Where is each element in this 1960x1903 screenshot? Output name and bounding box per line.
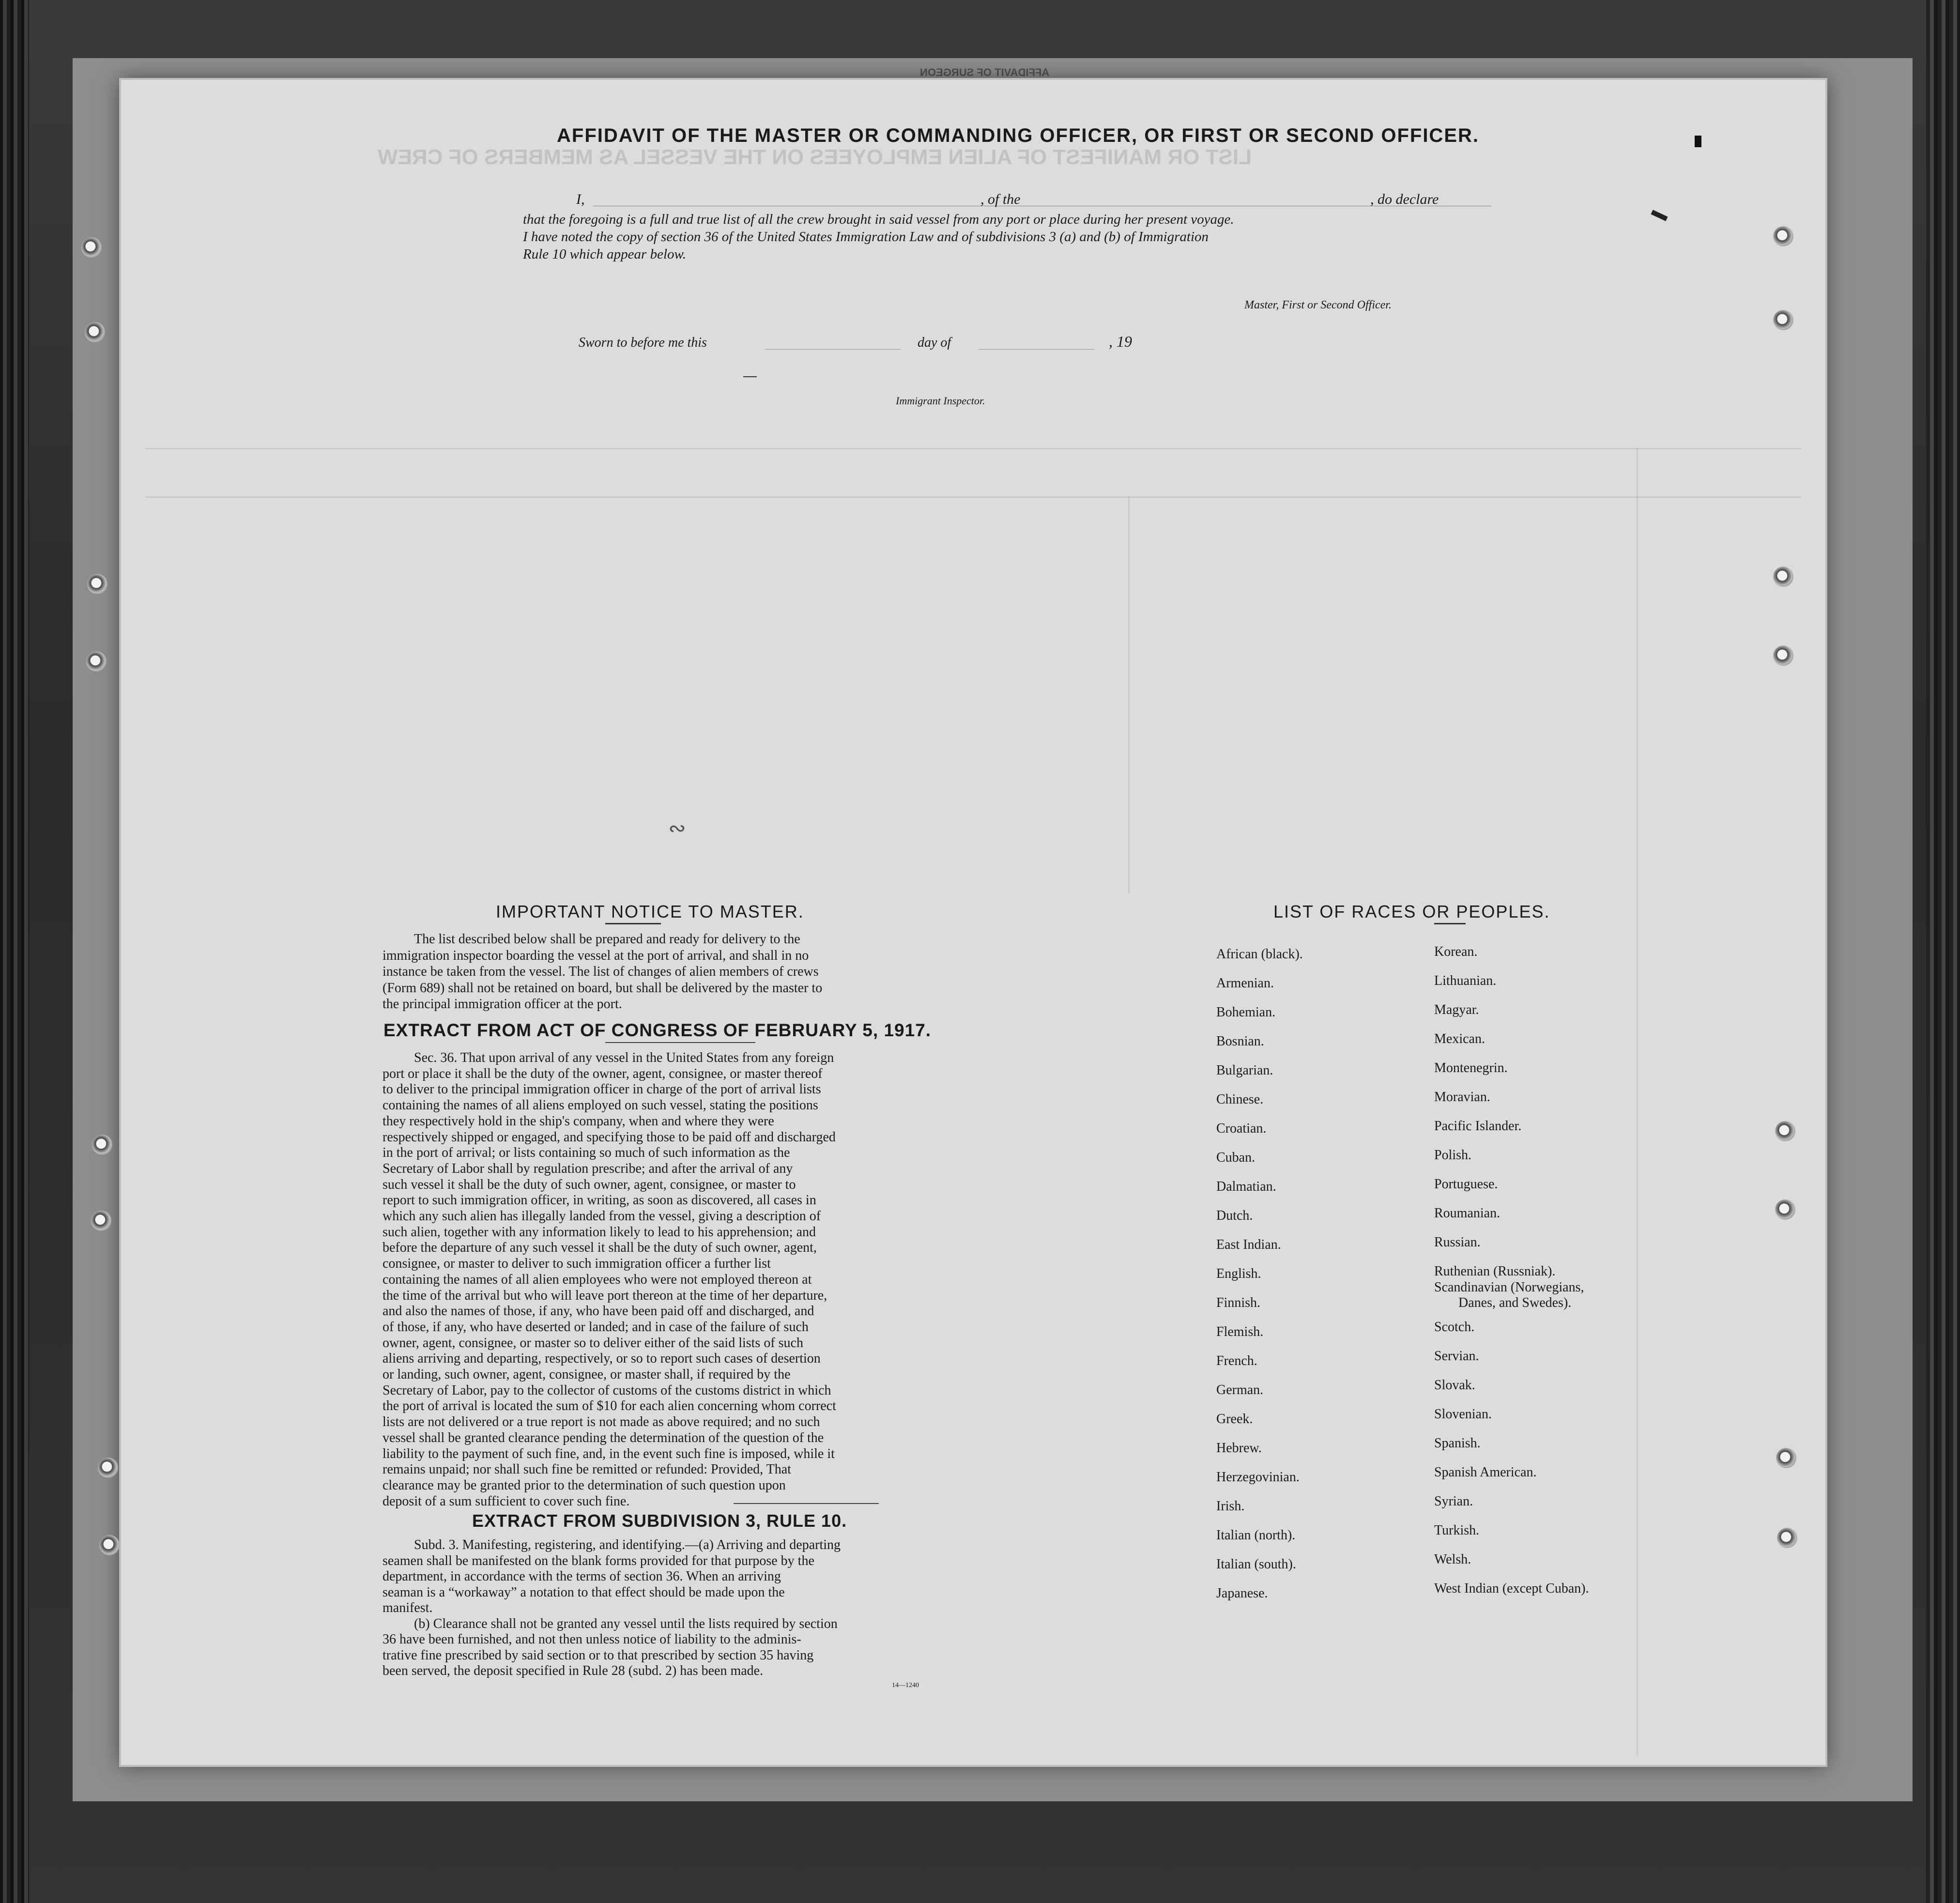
- race-item: Bulgarian.: [1216, 1063, 1273, 1078]
- notice-line: instance be taken from the vessel. The list of changes of alien members of crews: [383, 964, 819, 979]
- section-36-line: deposit of a sum sufficient to cover such fine.: [383, 1493, 630, 1509]
- race-item: French.: [1216, 1353, 1257, 1368]
- section-36-line: or landing, such owner, agent, consignee, or master shall, if required by the: [383, 1367, 791, 1382]
- section-36-line: containing the names of all alien employees who were not employed thereon at: [383, 1272, 812, 1287]
- race-item: Chinese.: [1216, 1092, 1264, 1107]
- section-36-line: owner, agent, consignee, or master so to deliver either of the said lists of such: [383, 1335, 803, 1351]
- act-title-underline: [605, 1042, 755, 1043]
- punch-hole: [1777, 1528, 1797, 1548]
- race-item: Moravian.: [1434, 1090, 1490, 1105]
- race-item: Montenegrin.: [1434, 1060, 1508, 1075]
- race-item: Slovak.: [1434, 1378, 1475, 1393]
- section-36-line: the time of the arrival but who will leave port thereon at the time of her departure,: [383, 1288, 827, 1303]
- race-item: Herzegovinian.: [1216, 1470, 1300, 1485]
- section-36-line: they respectively hold in the ship's company, when and where they were: [383, 1113, 774, 1129]
- punch-hole: [87, 574, 107, 594]
- race-item: Scandinavian (Norwegians,: [1434, 1280, 1584, 1295]
- race-item: Bohemian.: [1216, 1005, 1276, 1020]
- rule-10-line: Subd. 3. Manifesting, registering, and identifying.—(a) Arriving and departing: [414, 1537, 841, 1552]
- race-item: Bosnian.: [1216, 1034, 1264, 1049]
- sworn-day-blank: [765, 349, 901, 350]
- race-item: Magyar.: [1434, 1002, 1479, 1017]
- race-item: Pacific Islander.: [1434, 1119, 1522, 1134]
- section-36-line: clearance may be granted prior to the determination of such question upon: [383, 1477, 786, 1493]
- section-36-line: respectively shipped or engaged, and specifying those to be paid off and discharged: [383, 1129, 836, 1145]
- rule-10-line: manifest.: [383, 1600, 433, 1615]
- rule-10-line: seamen shall be manifested on the blank forms provided for that purpose by the: [383, 1553, 814, 1568]
- binder-edge-left: [0, 0, 29, 1903]
- section-36-line: Sec. 36. That upon arrival of any vessel in the United States from any foreign: [414, 1050, 834, 1065]
- rule-title-overline: [734, 1503, 879, 1504]
- race-item: Dalmatian.: [1216, 1179, 1276, 1194]
- notice-line: (Form 689) shall not be retained on board, but shall be delivered by the master to: [383, 980, 823, 996]
- section-36-line: such vessel it shall be the duty of such owner, agent, consignee, or master to: [383, 1177, 796, 1192]
- rule-extract-title: EXTRACT FROM SUBDIVISION 3, RULE 10.: [472, 1511, 847, 1531]
- punch-hole: [1773, 645, 1793, 666]
- race-item: Welsh.: [1434, 1552, 1471, 1567]
- section-36-line: Secretary of Labor, pay to the collector of customs of the customs district in which: [383, 1382, 831, 1398]
- act-extract-title: EXTRACT FROM ACT OF CONGRESS OF FEBRUARY 5, 1917.: [383, 1020, 932, 1040]
- race-item: Turkish.: [1434, 1523, 1480, 1538]
- punch-hole: [1776, 1448, 1796, 1468]
- section-36-line: of those, if any, who have deserted or landed; and in case of the failure of such: [383, 1319, 809, 1335]
- race-item: Russian.: [1434, 1235, 1481, 1250]
- punch-hole: [99, 1535, 120, 1555]
- punch-hole: [1773, 310, 1793, 330]
- affidavit-title: AFFIDAVIT OF THE MASTER OR COMMANDING OFFICER, OR FIRST OR SECOND OFFICER.: [557, 125, 1479, 146]
- punch-hole: [98, 1458, 118, 1478]
- bleed-through-rule: [145, 496, 1801, 498]
- ink-mark: [1651, 210, 1668, 221]
- punch-hole: [92, 1135, 112, 1155]
- punch-hole: [1773, 567, 1793, 587]
- race-item: Slovenian.: [1434, 1407, 1492, 1422]
- race-item: Korean.: [1434, 944, 1478, 959]
- race-item: Polish.: [1434, 1148, 1472, 1163]
- bleed-through-rule: [1128, 496, 1130, 893]
- race-item: Spanish.: [1434, 1436, 1481, 1451]
- document-page: [121, 66, 1825, 1765]
- race-item: Italian (south).: [1216, 1557, 1296, 1572]
- section-36-line: such alien, together with any information likely to lead to his apprehension; and: [383, 1224, 816, 1240]
- race-item: Irish.: [1216, 1499, 1245, 1514]
- punch-hole: [81, 237, 102, 258]
- race-item: Armenian.: [1216, 976, 1274, 991]
- rule-10-line: trative fine prescribed by said section or to that prescribed by section 35 having: [383, 1647, 814, 1663]
- sworn-label: Sworn to before me this: [579, 335, 707, 350]
- inspector-label: Immigrant Inspector.: [896, 395, 985, 407]
- section-36-line: the port of arrival is located the sum of $10 for each alien concerning whom correct: [383, 1398, 836, 1414]
- punch-hole: [91, 1211, 111, 1231]
- notice-line: the principal immigration officer at the port.: [383, 997, 622, 1012]
- rule-10-paragraph: [383, 1537, 947, 1679]
- punch-hole: [1773, 226, 1793, 246]
- section-36-line: aliens arriving and departing, respectively, or so to report such cases of desertion: [383, 1351, 821, 1366]
- punch-hole: [1775, 1121, 1795, 1141]
- affidavit-line-4: Rule 10 which appear below.: [523, 246, 686, 262]
- bleed-through-rule: [145, 448, 1801, 449]
- rule-10-line: department, in accordance with the terms of section 36. When an arriving: [383, 1569, 781, 1584]
- section-36-line: and also the names of those, if any, who have been paid off and discharged, and: [383, 1304, 814, 1319]
- affidavit-do-declare: , do declare: [1370, 191, 1439, 207]
- signature-mark: [743, 376, 757, 377]
- race-item: Greek.: [1216, 1412, 1253, 1427]
- races-title-underline: [1434, 923, 1466, 924]
- month-blank: [978, 349, 1094, 350]
- section-36-line: lists are not delivered or a true report is not made as above required; and no such: [383, 1414, 820, 1430]
- section-36-line: containing the names of all aliens employed on such vessel, stating the positions: [383, 1098, 818, 1113]
- section-36-line: report to such immigration officer, in writing, as soon as discovered, all cases in: [383, 1193, 816, 1208]
- section-36-paragraph: [383, 1050, 947, 1509]
- race-item: Roumanian.: [1434, 1206, 1501, 1221]
- section-36-line: which any such alien has illegally landed from the vessel, giving a description of: [383, 1209, 821, 1224]
- race-item: Scotch.: [1434, 1320, 1475, 1335]
- race-item: Croatian.: [1216, 1121, 1267, 1136]
- section-36-line: liability to the payment of such fine, and, in the event such fine is imposed, while it: [383, 1446, 835, 1461]
- rule-10-line: 36 have been furnished, and not then unless notice of liability to the adminis-: [383, 1632, 801, 1647]
- rule-10-line: seaman is a “workaway” a notation to that effect should be made upon the: [383, 1584, 785, 1600]
- notice-paragraph: [383, 931, 947, 1013]
- bleed-through-header: LIST OR MANIFEST OF ALIEN EMPLOYEES ON THE VESSEL AS MEMBERS OF CREW: [378, 145, 1252, 169]
- punch-hole: [85, 322, 105, 342]
- section-36-line: remains unpaid; nor shall such fine be remitted or refunded: Provided, That: [383, 1462, 791, 1477]
- race-item: German.: [1216, 1382, 1264, 1397]
- form-number: 14—1240: [892, 1682, 919, 1689]
- affidavit-line-3: I have noted the copy of section 36 of the United States Immigration Law and of subdivisions 3 (a) and (b) of Immigration: [523, 229, 1209, 245]
- year-label: , 19: [1109, 333, 1132, 350]
- race-item: Servian.: [1434, 1349, 1479, 1364]
- race-item: Lithuanian.: [1434, 973, 1497, 988]
- ink-mark: [1695, 136, 1701, 147]
- race-item: Finnish.: [1216, 1295, 1261, 1310]
- races-title: LIST OF RACES OR PEOPLES.: [1273, 902, 1550, 921]
- race-item: Japanese.: [1216, 1586, 1268, 1601]
- race-item: West Indian (except Cuban).: [1434, 1581, 1589, 1596]
- affidavit-of-the: , of the: [980, 191, 1021, 207]
- race-item: Hebrew.: [1216, 1441, 1262, 1456]
- ink-mark: ∾: [668, 816, 686, 840]
- rule-10-line: been served, the deposit specified in Rule 28 (subd. 2) has been made.: [383, 1663, 764, 1678]
- punch-hole: [1775, 1199, 1795, 1220]
- race-item: Italian (north).: [1216, 1528, 1296, 1543]
- section-36-line: vessel shall be granted clearance pending the determination of the question of the: [383, 1430, 824, 1445]
- race-item: English.: [1216, 1266, 1261, 1281]
- affidavit-i: I,: [576, 191, 585, 207]
- section-36-line: port or place it shall be the duty of the owner, agent, consignee, or master thereof: [383, 1066, 823, 1081]
- section-36-line: in the port of arrival; or lists containing so much of such information as the: [383, 1145, 790, 1161]
- race-item: Spanish American.: [1434, 1465, 1537, 1480]
- section-36-line: to deliver to the principal immigration officer in charge of the port of arrival lists: [383, 1082, 821, 1097]
- binder-edge-right: [1926, 0, 1960, 1903]
- section-36-line: Secretary of Labor shall by regulation prescribe; and after the arrival of any: [383, 1161, 793, 1176]
- notice-line: The list described below shall be prepared and ready for delivery to the: [414, 932, 800, 947]
- section-36-line: consignee, or master to deliver to such immigration officer a further list: [383, 1256, 771, 1272]
- punch-hole: [86, 651, 107, 672]
- rule-10-line: (b) Clearance shall not be granted any vessel until the lists required by section: [414, 1616, 838, 1631]
- race-item: Mexican.: [1434, 1031, 1485, 1046]
- race-item: East Indian.: [1216, 1237, 1281, 1252]
- notice-line: immigration inspector boarding the vessel at the port of arrival, and shall in no: [383, 948, 809, 963]
- race-item: Dutch.: [1216, 1208, 1253, 1223]
- race-item: Syrian.: [1434, 1494, 1473, 1509]
- race-item: African (black).: [1216, 947, 1303, 962]
- master-signature-label: Master, First or Second Officer.: [1244, 299, 1392, 311]
- bleed-through-corner: AFFIDAVIT OF SURGEON: [920, 66, 1050, 78]
- race-item-continuation: Danes, and Swedes).: [1458, 1295, 1572, 1310]
- notice-title: IMPORTANT NOTICE TO MASTER.: [496, 902, 804, 921]
- section-36-line: before the departure of any such vessel it shall be the duty of such owner, agent,: [383, 1240, 817, 1256]
- race-item: Portuguese.: [1434, 1177, 1498, 1192]
- affidavit-line-2: that the foregoing is a full and true list of all the crew brought in said vessel from any port or place during her present voyage.: [523, 212, 1234, 227]
- race-item: Cuban.: [1216, 1150, 1256, 1165]
- race-item: Ruthenian (Russniak).: [1434, 1264, 1556, 1279]
- day-of-label: day of: [918, 335, 951, 350]
- race-item: Flemish.: [1216, 1324, 1264, 1339]
- notice-title-underline: [605, 923, 661, 924]
- bleed-through-rule: [1637, 448, 1638, 1755]
